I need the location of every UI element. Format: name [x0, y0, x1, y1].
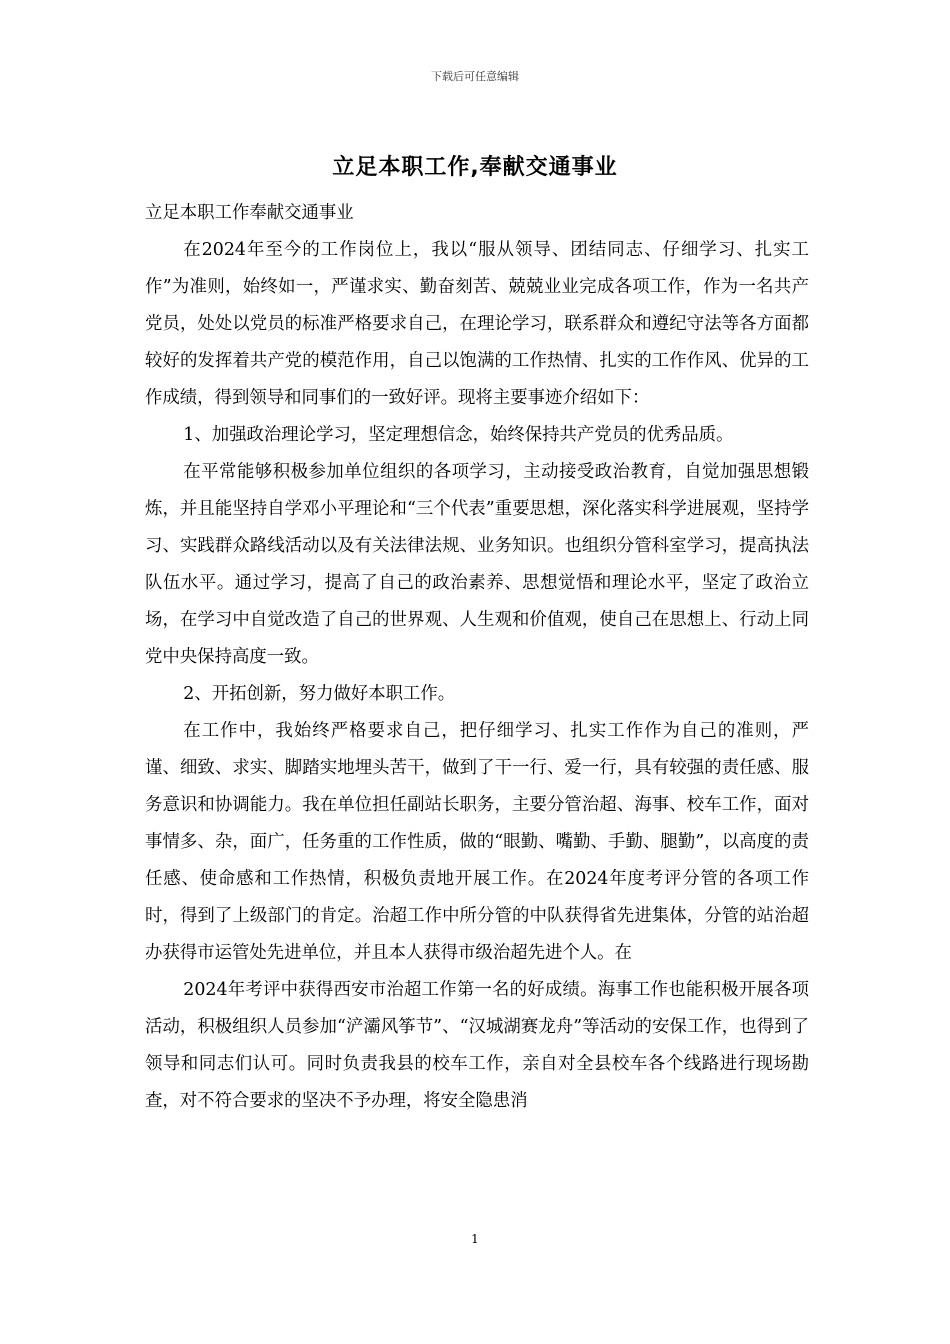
page-number: 1: [471, 1232, 479, 1246]
document-subtitle: 立足本职工作奉献交通事业: [145, 203, 354, 223]
paragraph-study: 在平常能够积极参加单位组织的各项学习，主动接受政治教育，自觉加强思想锻炼，并且能坚持自学邓小平理论和“三个代表”重要思想，深化落实科学进展观，坚持学习、实践群众路线活动以及有关法律法规、业务知识。也组织分管科室学习，提高执法队伍水平。通过学习，提高了自己的政治素养、思想觉悟和理论水平，坚定了政治立场，在学习中自觉改造了自己的世界观、人生观和价值观，使自己在思想上、行动上同党中央保持高度一致。: [145, 462, 809, 667]
header-note: 下载后可任意编辑: [431, 70, 519, 83]
section-heading-2: 2、开拓创新，努力做好本职工作。: [183, 684, 456, 704]
paragraph-intro: 在2024年至今的工作岗位上，我以“服从领导、团结同志、仔细学习、扎实工作”为准则，始终如一，严谨求实、勤奋刻苦、兢兢业业完成各项工作，作为一名共产党员，处处以党员的标准严格要求自己，在理论学习，联系群众和遵纪守法等各方面都较好的发挥着共产党的模范作用，自己以饱满的工作热情、扎实的工作作风、优异的工作成绩，得到领导和同事们的一致好评。现将主要事迹介绍如下：: [145, 240, 809, 408]
section-heading-1: 1、加强政治理论学习，坚定理想信念，始终保持共产党员的优秀品质。: [183, 425, 734, 445]
document-body: [145, 195, 809, 1120]
paragraph-work: 在工作中，我始终严格要求自己，把仔细学习、扎实工作作为自己的准则，严谨、细致、求实、脚踏实地埋头苦干，做到了干一行、爱一行，具有较强的责任感、服务意识和协调能力。我在单位担任副站长职务，主要分管治超、海事、校车工作，面对事情多、杂，面广，任务重的工作性质，做的“眼勤、嘴勤、手勤、腿勤”，以高度的责任感、使命感和工作热情，积极负责地开展工作。在2024年度考评分管的各项工作时，得到了上级部门的肯定。治超工作中所分管的中队获得省先进集体，分管的站治超办获得市运管处先进单位，并且本人获得市级治超先进个人。在: [145, 721, 809, 963]
paragraph-achievements: 2024年考评中获得西安市治超工作第一名的好成绩。海事工作也能积极开展各项活动，积极组织人员参加“浐灞风筝节”、“汉城湖赛龙舟”等活动的安保工作，也得到了领导和同志们认可。同时负责我县的校车工作，亲自对全县校车各个线路进行现场勘查，对不符合要求的坚决不予办理，将安全隐患消: [145, 980, 809, 1111]
document-title: 立足本职工作,奉献交通事业: [332, 155, 618, 180]
